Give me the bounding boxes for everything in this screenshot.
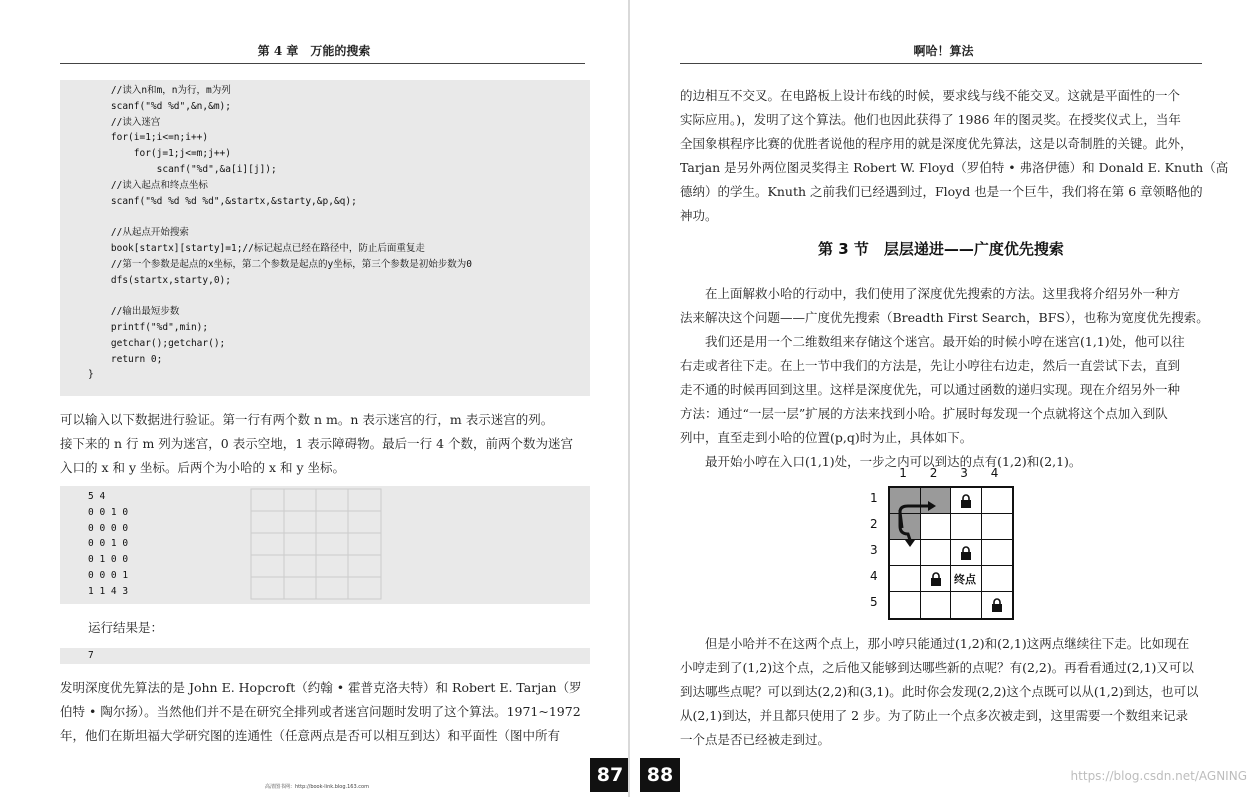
code-line: dfs(startx,starty,0); [88, 274, 231, 286]
paragraph-bfs-continue [680, 632, 1199, 752]
code-line: book[startx][starty]=1;//标记起点已经在路径中，防止后面重复走 [88, 243, 425, 254]
input-line: 5 4 [88, 491, 106, 502]
row-label: 3 [870, 543, 878, 557]
result-label: 运行结果是： [88, 620, 164, 635]
paragraph-dfs-history [60, 676, 582, 748]
text-line: 神功。 [680, 208, 718, 223]
input-line: 0 0 1 0 [88, 538, 129, 550]
code-line: scanf("%d %d",&n,&m); [88, 100, 231, 112]
paragraph-planarity [680, 84, 1228, 228]
page-number-left: 87 [590, 758, 628, 792]
input-line: 0 0 0 1 [88, 570, 129, 581]
text-line: 走不通的时候再回到这里。这样是深度优先，可以通过函数的递归实现。现在介绍另外一种 [680, 382, 1181, 397]
output-line: 7 [88, 650, 94, 661]
paragraph-bfs-intro [680, 282, 1209, 474]
code-line: for(i=1;i<=n;i++) [88, 132, 209, 144]
code-line: return 0; [88, 353, 163, 365]
input-line: 0 0 0 0 [88, 522, 129, 534]
maze-cell [951, 488, 982, 514]
column-label: 4 [990, 466, 999, 480]
code-line: //读入迷宫 [88, 116, 161, 128]
code-line: //从起点开始搜索 [88, 227, 189, 239]
text-line: 到达哪些点呢？可以到达(2,2)和(3,1)。此时你会发现(2,2)这个点既可以从(1,2)到达，也可以 [680, 684, 1199, 699]
maze-cell [890, 488, 921, 514]
lock-icon [960, 546, 972, 560]
maze-cell [951, 540, 982, 566]
maze-cell [890, 592, 921, 618]
maze-grid-figure [858, 466, 1018, 624]
text-line: 最开始小哼在入口(1,1)处，一步之内可以到达的点有(1,2)和(2,1)。 [680, 454, 1082, 469]
column-label: 1 [899, 466, 907, 480]
maze-cell [921, 540, 952, 566]
text-line: 一个点是否已经被走到过。 [680, 732, 831, 747]
text-line: 德纳）的学生。Knuth 之前我们已经遇到过，Floyd 也是一个巨牛，我们将在第 6 章领略他的 [680, 184, 1203, 199]
row-label: 1 [870, 491, 878, 505]
maze-cell [890, 566, 921, 592]
text-line: 的边相互不交叉。在电路板上设计布线的时候，要求线与线不能交叉。这就是平面性的一个 [680, 88, 1181, 103]
maze-cell [951, 566, 982, 592]
row-label: 2 [870, 517, 878, 531]
text-line: 全国象棋程序比赛的优胜者说他的程序用的就是深度优先算法，这是以奇制胜的关键。此外， [680, 136, 1193, 151]
text-line: 但是小哈并不在这两个点上，那小哼只能通过(1,2)和(2,1)这两点继续往下走。比如现在 [680, 636, 1190, 651]
column-label: 2 [929, 466, 938, 480]
right-header-rule [680, 63, 1202, 64]
right-page [630, 0, 1257, 797]
text-line: 实际应用。)，发明了这个算法。他们也因此获得了 1986 年的图灵奖。在授奖仪式上，当年 [680, 112, 1181, 127]
lock-icon [930, 572, 942, 586]
footer-source: 高清图书网：http://book-link.blog.163.com [265, 784, 369, 790]
section-title: 第 3 节 层层递进——广度优先搜索 [818, 240, 1064, 258]
faint-background-grid [250, 488, 382, 600]
code-line: scanf("%d",&a[i][j]); [88, 164, 277, 175]
lock-icon [960, 494, 972, 508]
row-label: 5 [870, 595, 878, 609]
code-line: //第一个参数是起点的x坐标，第二个参数是起点的y坐标，第三个参数是初始步数为0 [88, 258, 472, 270]
input-line: 0 1 0 0 [88, 554, 129, 566]
maze-cell [921, 488, 952, 514]
end-point-label: 终点 [954, 573, 976, 586]
text-line: 我们还是用一个二维数组来存储这个迷宫。最开始的时候小哼在迷宫(1,1)处，他可以往 [680, 334, 1185, 349]
text-line: Tarjan 是另外两位图灵奖得主 Robert W. Floyd（罗伯特 • 弗洛伊德）和 Donald E. Knuth（高 [680, 160, 1229, 175]
text-line: 列中，直至走到小哈的位置(p,q)时为止，具体如下。 [680, 430, 973, 445]
maze-cell [982, 566, 1013, 592]
maze-cell [921, 566, 952, 592]
code-line: //输出最短步数 [88, 306, 180, 318]
left-page-header: 第 4 章 万能的搜索 [257, 44, 371, 58]
lock-icon [991, 598, 1003, 612]
maze-cell [982, 592, 1013, 618]
text-line: 小哼走到了(1,2)这个点，之后他又能够到达哪些新的点呢？有(2,2)。再看看通过(2,1)又可以 [680, 660, 1194, 675]
column-label: 3 [960, 466, 968, 480]
left-header-rule [60, 63, 585, 64]
maze-cell [921, 592, 952, 618]
left-page [0, 0, 628, 797]
text-line: 接下来的 n 行 m 列为迷宫，0 表示空地，1 表示障碍物。最后一行 4 个数，前两个数为迷宫 [60, 436, 574, 451]
maze-cell [982, 488, 1013, 514]
text-line: 入口的 x 和 y 坐标。后两个为小哈的 x 和 y 坐标。 [60, 460, 346, 475]
maze-cell [982, 540, 1013, 566]
paragraph-input-explanation [60, 408, 573, 480]
code-line: getchar();getchar(); [88, 337, 226, 349]
maze-cell [951, 592, 982, 618]
text-line: 右走或者往下走。在上一节中我们的方法是，先让小哼往右边走，然后一直尝试下去，直到 [680, 358, 1181, 373]
code-line: } [88, 369, 94, 381]
text-line: 发明深度优先算法的是 John E. Hopcroft（约翰 • 霍普克洛夫特）和 Robert E. Tarjan（罗 [60, 680, 582, 695]
text-line: 伯特 • 陶尔扬）。当然他们并不是在研究全排列或者迷宫问题时发明了这个算法。1971~1972 [60, 704, 581, 719]
text-line: 可以输入以下数据进行验证。第一行有两个数 n m。n 表示迷宫的行，m 表示迷宫的列。 [60, 412, 554, 427]
maze-cell [890, 540, 921, 566]
text-line: 方法：通过“一层一层”扩展的方法来找到小哈。扩展时每发现一个点就将这个点加入到队 [680, 406, 1168, 421]
maze-cell [921, 514, 952, 540]
text-line: 从(2,1)到达，并且都只使用了 2 步。为了防止一个点多次被走到，这里需要一个数组来记录 [680, 708, 1189, 723]
row-label: 4 [870, 569, 878, 583]
maze-cell [982, 514, 1013, 540]
page-number-right: 88 [640, 758, 680, 792]
text-line: 年，他们在斯坦福大学研究图的连通性（任意两点是否可以相互到达）和平面性（图中所有 [60, 728, 561, 743]
code-line: //读入起点和终点坐标 [88, 179, 208, 191]
text-line: 法来解决这个问题——广度优先搜索（Breadth First Search，BFS），也称为宽度优先搜索。 [680, 310, 1209, 325]
code-line: for(j=1;j<=m;j++) [88, 148, 231, 160]
maze-cell [951, 514, 982, 540]
code-line: printf("%d",min); [88, 322, 209, 333]
output-block [60, 648, 590, 664]
watermark: https://blog.csdn.net/AGNING [1070, 769, 1247, 783]
text-line: 在上面解救小哈的行动中，我们使用了深度优先搜索的方法。这里我将介绍另外一种方 [680, 286, 1181, 301]
input-line: 0 0 1 0 [88, 506, 129, 518]
code-line: scanf("%d %d %d %d",&startx,&starty,&p,&q); [88, 195, 357, 207]
code-line: //读入n和m，n为行，m为列 [88, 85, 231, 96]
right-page-header: 啊哈！算法 [913, 44, 974, 58]
maze-cell [890, 514, 921, 540]
maze-grid [888, 486, 1014, 620]
input-line: 1 1 4 3 [88, 585, 129, 597]
